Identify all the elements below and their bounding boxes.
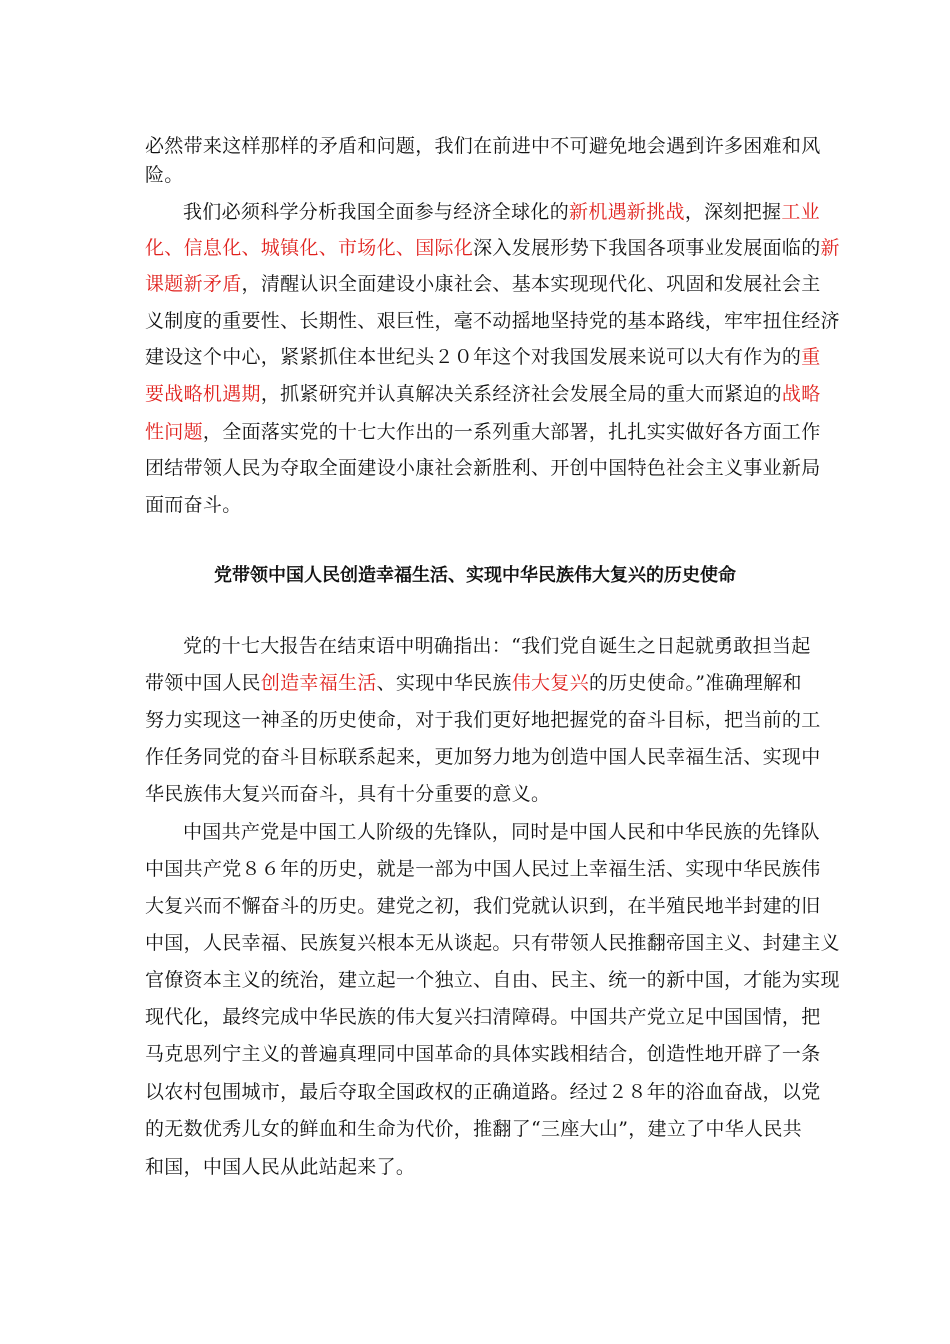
highlight-span: 新机遇新挑战 [569,201,685,223]
paragraph-2-line-8: 团结带领人民为夺取全面建设小康社会新胜利、开创中国特色社会主义事业新局 [145,457,821,479]
paragraph-3-line-3: 努力实现这一神圣的历史使命，对于我们更好地把握党的奋斗目标，把当前的工 [145,709,821,731]
highlight-span: 伟大复兴 [511,672,589,694]
highlight-span: 性问题 [145,421,203,443]
text-span: ，全面落实党的十七大作出的一系列重大部署，扎扎实实做好各方面工作 [202,421,821,443]
paragraph-2-line-4: 义制度的重要性、长期性、艰巨性，毫不动摇地坚持党的基本路线，牢牢扭住经济 [145,310,840,332]
highlight-span: 创造幸福生活 [260,672,377,694]
paragraph-4-line-1: 中国共产党是中国工人阶级的先锋队，同时是中国人民和中华民族的先锋队 [183,821,820,843]
text-span: ，抓紧研究并认真解决关系经济社会发展全局的重大而紧迫的 [260,383,782,405]
paragraph-3-line-1: 党的十七大报告在结束语中明确指出：“我们党自诞生之日起就勇敢担当起 [183,635,811,657]
paragraph-4-line-5: 官僚资本主义的统治，建立起一个独立、自由、民主、统一的新中国，才能为实现 [145,969,840,991]
paragraph-4-line-8: 以农村包围城市，最后夺取全国政权的正确道路。经过２８年的浴血奋战，以党 [145,1081,821,1103]
paragraph-2-line-5 [145,345,821,369]
highlight-span: 战略 [781,383,821,405]
paragraph-4-line-2: 中国共产党８６年的历史，就是一部为中国人民过上幸福生活、实现中华民族伟 [145,858,821,880]
text-span: 的历史使命。”准确理解和 [588,672,802,694]
paragraph-2-line-6 [145,382,821,406]
paragraph-4-line-3: 大复兴而不懈奋斗的历史。建党之初，我们党就认识到，在半殖民地半封建的旧 [145,895,821,917]
text-span: 建设这个中心，紧紧抓住本世纪头２０年这个对我国发展来说可以大有作为的 [145,346,802,368]
text-span: ，深刻把握 [684,201,782,223]
paragraph-4-line-6: 现代化，最终完成中华民族的伟大复兴扫清障碍。中国共产党立足中国国情，把 [145,1006,821,1028]
section-heading: 党带领中国人民创造幸福生活、实现中华民族伟大复兴的历史使命 [214,565,736,586]
highlight-span: 重 [801,346,821,368]
highlight-span: 课题新矛盾 [145,273,242,295]
paragraph-2-line-3 [145,272,821,296]
text-span: 我们必须科学分析我国全面参与经济全球化的 [183,201,570,223]
paragraph-4-line-7: 马克思列宁主义的普遍真理同中国革命的具体实践相结合，创造性地开辟了一条 [145,1043,821,1065]
paragraph-4-line-10: 和国，中国人民从此站起来了。 [145,1156,416,1178]
text-span: 深入发展形势下我国各项事业发展面临的 [473,237,821,259]
paragraph-4-line-9: 的无数优秀儿女的鲜血和生命为代价，推翻了“三座大山”，建立了中华人民共 [145,1118,802,1140]
paragraph-1-line-2: 险。 [145,164,184,186]
paragraph-2-line-1 [183,200,820,224]
paragraph-4-line-4: 中国，人民幸福、民族复兴根本无从谈起。只有带领人民推翻帝国主义、封建主义 [145,932,840,954]
paragraph-2-line-7 [145,420,821,444]
paragraph-3-line-2 [145,671,802,695]
text-span: ，清醒认识全面建设小康社会、基本实现现代化、巩固和发展社会主 [241,273,821,295]
paragraph-2-line-2 [145,236,840,260]
text-span: 、实现中华民族 [376,672,512,694]
paragraph-1-line-1: 必然带来这样那样的矛盾和问题，我们在前进中不可避免地会遇到许多困难和风 [145,135,821,157]
highlight-span: 化、信息化、城镇化、市场化、国际化 [145,237,474,259]
paragraph-3-line-5: 华民族伟大复兴而奋斗，具有十分重要的意义。 [145,783,551,805]
paragraph-3-line-4: 作任务同党的奋斗目标联系起来，更加努力地为创造中国人民幸福生活、实现中 [145,746,821,768]
highlight-span: 要战略机遇期 [145,383,261,405]
highlight-span: 新 [820,237,840,259]
highlight-span: 工业 [781,201,820,223]
text-span: 带领中国人民 [145,672,261,694]
paragraph-2-line-9: 面而奋斗。 [145,494,242,516]
